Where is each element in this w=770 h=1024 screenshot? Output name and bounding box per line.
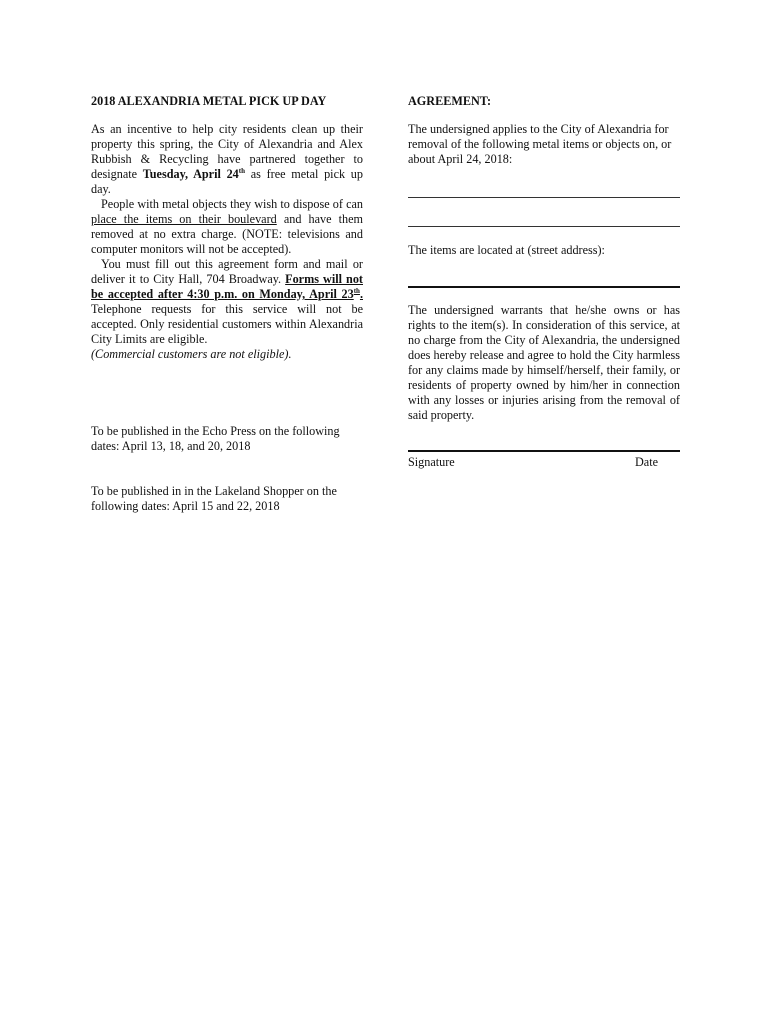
pickup-date-suffix: th	[238, 167, 246, 175]
instructions-text-end: and have them removed at no extra charge. (NOTE: televisions and computer monitors will not be accepted).	[91, 212, 363, 256]
intro-paragraph	[91, 122, 363, 197]
page-title: 2018 ALEXANDRIA METAL PICK UP DAY	[91, 94, 327, 108]
left-column	[91, 94, 363, 514]
intro-text-end: as free metal pick up day.	[91, 167, 363, 196]
lakeland-shopper-note: To be published in in the Lakeland Shopper on the following dates: April 15 and 22, 2018	[91, 484, 337, 513]
address-line[interactable]	[408, 286, 680, 288]
warranty-paragraph: The undersigned warrants that he/she owns or has rights to the item(s). In consideration of this service, at no charge from the City of Alexandria, the undersigned does hereby release and agree to hold the City harmless for any claims made by himself/herself, their family, or residents of property owned by him/her in connection with any losses or injuries arising from the removal of said property.	[408, 303, 680, 422]
deadline-notice: Forms will not be accepted after 4:30 p.m. on Monday, April 23	[91, 272, 363, 301]
right-column	[408, 94, 680, 470]
deadline-suffix: th	[353, 287, 360, 295]
agreement-intro: The undersigned applies to the City of Alexandria for removal of the following metal items or objects on, or about April 24, 2018:	[408, 122, 672, 166]
date-label: Date	[634, 455, 658, 469]
deadline-text: You must fill out this agreement form and mail or deliver it to City Hall, 704 Broadway.	[91, 257, 363, 286]
intro-text: As an incentive to help city residents clean up their property this spring, the City of Alexandria and Alex Rubbish & Recycling have partnered together to designate	[91, 122, 363, 181]
signature-line[interactable]	[408, 450, 680, 452]
commercial-note: (Commercial customers are not eligible).	[91, 347, 292, 361]
deadline-period: .	[359, 287, 363, 301]
agreement-title: AGREEMENT:	[408, 94, 492, 108]
signature-label: Signature	[408, 455, 455, 469]
instructions-text: People with metal objects they wish to dispose of can	[101, 197, 363, 211]
signature-row	[408, 455, 680, 470]
item-line-2[interactable]	[408, 226, 680, 227]
deadline-text-end: Telephone requests for this service will not be accepted. Only residential customers within Alexandria City Limits are eligible.	[91, 302, 363, 346]
echo-press-note: To be published in the Echo Press on the following dates: April 13, 18, and 20, 2018	[91, 424, 340, 453]
instructions-paragraph	[91, 197, 363, 257]
boulevard-note: place the items on their boulevard	[91, 212, 277, 226]
item-line-1[interactable]	[408, 197, 680, 198]
location-label: The items are located at (street address):	[408, 243, 605, 257]
pickup-date: Tuesday, April 24	[142, 167, 239, 181]
deadline-paragraph	[91, 257, 363, 347]
